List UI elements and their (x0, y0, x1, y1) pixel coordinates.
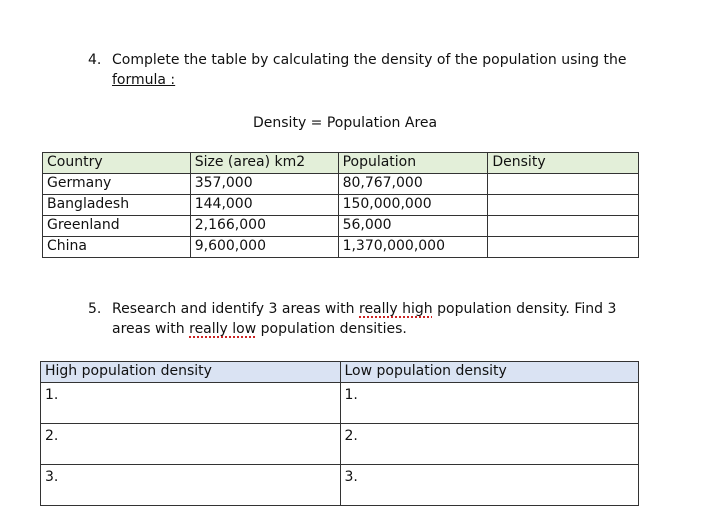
high-density-cell[interactable]: 3. (41, 465, 341, 506)
density-cell[interactable] (488, 237, 639, 258)
header-size: Size (area) km2 (190, 153, 338, 174)
question-4-text-line2: formula : (112, 72, 176, 88)
q5-line2-part-a: areas with (112, 321, 190, 337)
question-5-number: 5. (88, 301, 102, 317)
header-low-density: Low population density (340, 362, 639, 383)
q5-really-low: really low (189, 321, 257, 337)
q5-line1-part-c: population density. Find 3 (432, 301, 617, 317)
density-table (42, 152, 639, 258)
population-cell: 150,000,000 (338, 195, 488, 216)
question-4-text-line1: Complete the table by calculating the density of the population using the (112, 52, 627, 68)
areas-table-header-row (41, 362, 639, 383)
header-high-density: High population density (41, 362, 341, 383)
size-cell: 144,000 (190, 195, 338, 216)
density-table-header-row (43, 153, 639, 174)
high-density-cell[interactable]: 2. (41, 424, 341, 465)
size-cell: 2,166,000 (190, 216, 338, 237)
header-country: Country (43, 153, 191, 174)
country-cell: China (43, 237, 191, 258)
low-density-cell[interactable]: 3. (340, 465, 639, 506)
table-row (43, 195, 639, 216)
country-cell: Germany (43, 174, 191, 195)
table-row (43, 174, 639, 195)
population-density-areas-table (40, 361, 639, 506)
low-density-cell[interactable]: 1. (340, 383, 639, 424)
size-cell: 9,600,000 (190, 237, 338, 258)
header-population: Population (338, 153, 488, 174)
density-cell[interactable] (488, 216, 639, 237)
density-cell[interactable] (488, 174, 639, 195)
population-cell: 1,370,000,000 (338, 237, 488, 258)
country-cell: Greenland (43, 216, 191, 237)
population-cell: 56,000 (338, 216, 488, 237)
question-5-text-line2 (112, 319, 407, 339)
size-cell: 357,000 (190, 174, 338, 195)
density-cell[interactable] (488, 195, 639, 216)
table-row (43, 216, 639, 237)
table-row (41, 383, 639, 424)
low-density-cell[interactable]: 2. (340, 424, 639, 465)
table-row (41, 424, 639, 465)
high-density-cell[interactable]: 1. (41, 383, 341, 424)
q5-line1-part-a: Research and identify 3 areas with (112, 301, 359, 317)
table-row (41, 465, 639, 506)
question-4-number: 4. (88, 52, 102, 68)
country-cell: Bangladesh (43, 195, 191, 216)
header-density: Density (488, 153, 639, 174)
population-cell: 80,767,000 (338, 174, 488, 195)
q5-line2-part-c: population densities. (256, 321, 407, 337)
question-5-text-line1 (112, 299, 616, 319)
q5-really-high: really high (359, 301, 433, 317)
density-formula: Density = Population Area (253, 115, 438, 131)
table-row (43, 237, 639, 258)
